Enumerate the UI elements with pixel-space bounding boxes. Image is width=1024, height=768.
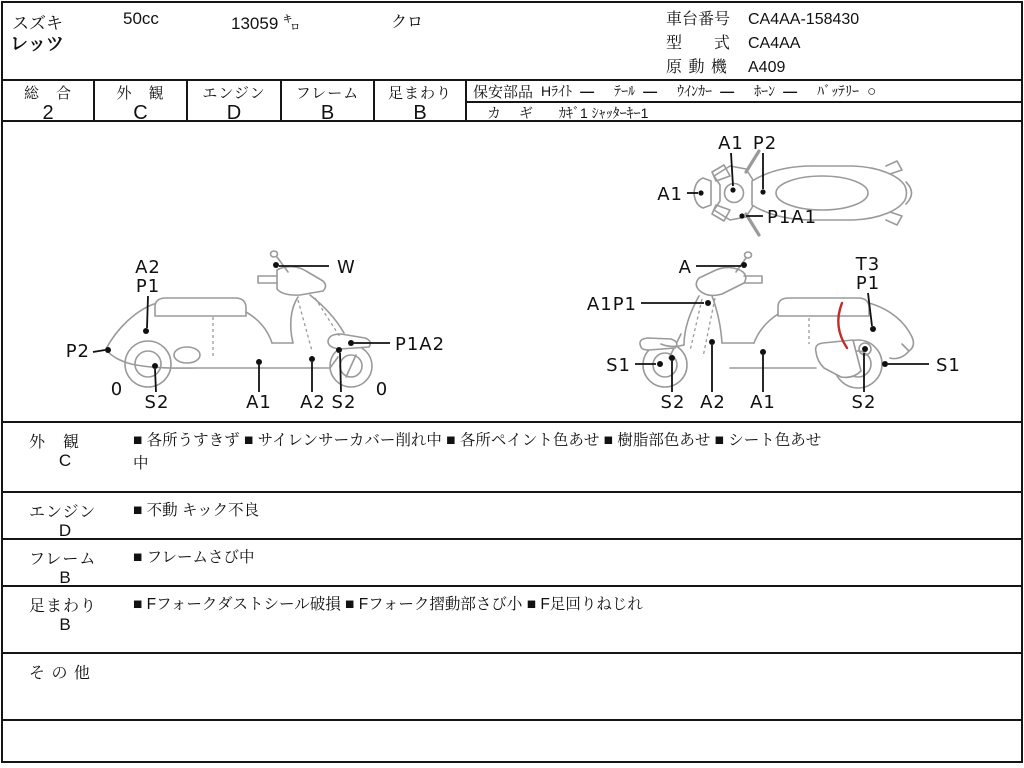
damage-code-label: W [337, 257, 356, 278]
battery-label: ﾊﾞｯﾃﾘｰ [817, 83, 860, 99]
winker-status: — [720, 83, 735, 99]
note-row-frame [3, 538, 1021, 585]
grade-frame-label: フレーム [295, 85, 360, 102]
model-code-label: 型 式 [666, 35, 731, 52]
top-view-scooter [657, 133, 911, 235]
grade-overall-value: 2 [42, 102, 54, 124]
body-color: クロ [391, 14, 424, 31]
key-value: ｶｷﾞ1 ｼｬｯﾀｰｷｰ1 [559, 105, 649, 121]
note-label: 外 観 [29, 434, 81, 451]
note-row-exterior [3, 421, 1021, 491]
safety-parts-row [467, 81, 1021, 103]
safety-parts-title: 保安部品 [473, 83, 534, 101]
damage-code-label: A1 [718, 133, 744, 154]
taillight-label: ﾃｰﾙ [614, 83, 636, 99]
key-row [467, 103, 1021, 123]
damage-code-label: P1A2 [395, 334, 446, 355]
note-label: 足まわり [29, 598, 98, 615]
damage-code-label: 0 [375, 379, 389, 400]
damage-code-label: S2 [144, 392, 170, 413]
note-text: ■ Fフォークダストシール破損 ■ Fフォーク摺動部さび小 ■ F足回りねじれ [133, 596, 643, 613]
model-name: レッツ [10, 34, 64, 54]
damage-code-label: A [678, 257, 692, 278]
model-code-value: CA4AA [748, 35, 801, 52]
note-text: ■ 各所うすきず ■ サイレンサーカバー削れ中 ■ 各所ペイント色あせ ■ 樹脂部色あせ ■ シート色あせ [133, 432, 822, 449]
note-text: ■ フレームさび中 [133, 549, 255, 566]
engine-code-row [666, 56, 859, 80]
note-row-empty [3, 719, 1021, 763]
note-row-other [3, 652, 1021, 719]
chassis-number-value: CA4AA-158430 [748, 11, 860, 28]
horn-label: ﾎｰﾝ [754, 83, 776, 99]
chassis-number-label: 車台番号 [666, 11, 731, 28]
damage-diagram [3, 122, 1021, 421]
note-grade: B [59, 568, 71, 587]
damage-code-label: P1 [855, 273, 881, 294]
grade-exterior-value: C [133, 102, 148, 124]
model-code-row [666, 32, 859, 56]
headlight-label: Hﾗｲﾄ [541, 83, 573, 99]
damage-code-label: S1 [606, 355, 631, 376]
damage-code-label: A1P1 [586, 294, 637, 315]
note-grade: D [58, 521, 72, 540]
battery-ok-mark: ○ [867, 82, 877, 100]
scooter-diagram-svg [3, 122, 1021, 421]
note-label: フレーム [29, 551, 97, 568]
header [3, 3, 1021, 79]
note-label: そ の 他 [29, 665, 91, 682]
taillight-status: — [643, 83, 658, 99]
note-row-undercarriage [3, 585, 1021, 652]
note-grade: B [59, 615, 71, 634]
engine-code-value: A409 [748, 59, 786, 76]
safety-parts-box [467, 81, 1021, 120]
damage-code-label: A1 [657, 184, 683, 205]
grade-overall [3, 81, 95, 124]
grade-frame [282, 81, 375, 124]
damage-code-label: S2 [331, 392, 357, 413]
damage-code-label: T3 [855, 254, 881, 275]
left-side-view-scooter [66, 251, 445, 413]
note-label: エンジン [29, 504, 97, 521]
right-side-view-scooter [587, 252, 961, 413]
vehicle-id-block [666, 8, 859, 80]
engine-code-label: 原 動 機 [666, 59, 728, 76]
grade-engine-value: D [226, 102, 242, 124]
damage-code-label: S1 [936, 355, 961, 376]
mileage: 13059 ㌔ [231, 14, 300, 33]
horn-status: — [783, 83, 798, 99]
maker-name: スズキ [12, 14, 63, 33]
damage-code-label: S2 [660, 392, 686, 413]
engine-displacement: 50cc [123, 9, 159, 28]
chassis-number-row [666, 8, 859, 32]
damage-code-label: A2 [700, 392, 726, 413]
headlight-status: — [580, 83, 595, 99]
grade-engine [188, 81, 282, 124]
grade-undercarriage-value: B [413, 102, 427, 124]
damage-code-label: A2 [300, 392, 326, 413]
note-grade: C [58, 451, 72, 470]
grade-row [3, 79, 1021, 122]
grade-frame-value: B [320, 102, 335, 124]
note-text: ■ 不動 キック不良 [133, 502, 260, 519]
key-label: カ ギ [487, 105, 535, 121]
winker-label: ｳｲﾝｶｰ [677, 83, 713, 99]
note-text-continued: 中 [133, 455, 149, 472]
damage-code-label: A2 [135, 257, 161, 278]
grade-undercarriage [375, 81, 467, 124]
note-row-engine [3, 491, 1021, 538]
grade-undercarriage-label: 足まわり [387, 85, 452, 102]
grade-exterior-label: 外 観 [116, 85, 165, 102]
damage-code-label: S2 [851, 392, 877, 413]
damage-code-label: 0 [110, 379, 124, 400]
grade-exterior [95, 81, 188, 124]
grade-overall-label: 総 合 [23, 85, 72, 102]
damage-code-label: A1 [246, 392, 272, 413]
grade-engine-label: エンジン [202, 85, 266, 102]
damage-code-label: P1A1 [767, 207, 818, 228]
damage-code-label: A1 [750, 392, 776, 413]
damage-code-label: P2 [65, 341, 90, 362]
damage-code-label: P1 [135, 276, 161, 297]
damage-code-label: P2 [752, 133, 778, 154]
